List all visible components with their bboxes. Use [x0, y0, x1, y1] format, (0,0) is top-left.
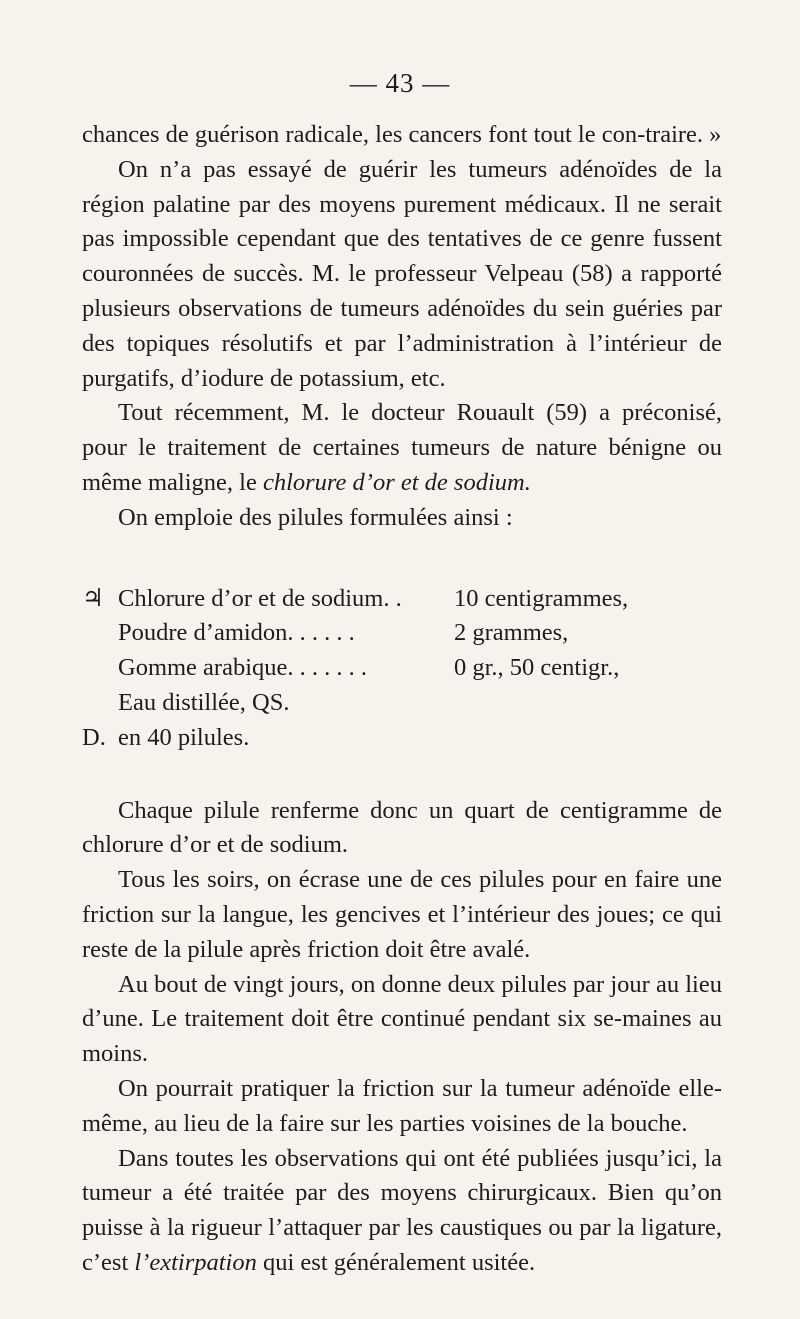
- text-run: qui est généralement usitée.: [256, 1248, 536, 1276]
- text-run: Tout récemment, M. le docteur Rouault (59) a préconisé, pour le traitement de certaines tumeurs de nature bénigne ou même maligne, le: [82, 399, 722, 496]
- ingredient-quantity: 0 gr., 50 centigr.,: [454, 654, 620, 682]
- page-body: [82, 118, 722, 1281]
- formula-row: [82, 616, 722, 651]
- ingredient-quantity: 10 centigrammes,: [454, 584, 629, 612]
- formula-symbol: D.: [82, 723, 106, 751]
- ingredient-name: Eau distillée, QS.: [118, 688, 290, 716]
- ingredient-quantity: 2 grammes,: [454, 619, 569, 647]
- paragraph: [82, 863, 722, 967]
- text-run: On pourrait pratiquer la friction sur la tumeur adénoïde elle-même, au lieu de la faire sur les parties voisines de la bouche.: [82, 1074, 722, 1137]
- paragraph: [82, 118, 722, 153]
- text-run: Tous les soirs, on écrase une de ces pilules pour en faire une friction sur la langue, les gencives et l’intérieur des joues; ce qui reste de la pilule après friction doit être avalé.: [82, 866, 722, 963]
- prescription-formula: [82, 582, 722, 756]
- text-block-top: [82, 118, 722, 536]
- formula-symbol: [82, 616, 118, 651]
- paragraph: [82, 501, 722, 536]
- formula-symbol: [82, 686, 118, 721]
- text-run: On emploie des pilules formulées ainsi :: [118, 503, 513, 531]
- text-run: chances de guérison radicale, les cancers font tout le con-traire. »: [82, 121, 722, 148]
- italic-text: l’extirpation: [134, 1248, 257, 1276]
- paragraph: [82, 968, 722, 1072]
- page-number: — 43 —: [349, 68, 451, 98]
- ingredient-name: Poudre d’amidon. . . . . .: [118, 619, 355, 647]
- paragraph: [82, 396, 722, 500]
- text-block-bottom: [82, 794, 722, 1281]
- text-run: Dans toutes les observations qui ont été publiées jusqu’ici, la tumeur a été traitée par des moyens chirurgicaux. Bien qu’on puisse à la rigueur l’attaquer par les caustiques ou par la ligature, c’est: [82, 1144, 722, 1276]
- formula-row: [82, 686, 722, 721]
- paragraph: [82, 1072, 722, 1142]
- formula-row: [82, 582, 722, 617]
- ingredient-name: en 40 pilules.: [118, 723, 250, 751]
- formula-symbol: ♃: [82, 584, 104, 612]
- text-run: On n’a pas essayé de guérir les tumeurs adénoïdes de la région palatine par des moyens purement médicaux. Il ne serait pas impossible cependant que des tentatives de ce genre fussent couronnées de succès. M. le professeur Velpeau (58) a rapporté plusieurs observations de tumeurs adénoïdes du sein guéries par des topiques résolutifs et par l’administration à l’intérieur de purgatifs, d’iodure de potassium, etc.: [82, 155, 722, 392]
- formula-row: [82, 721, 722, 756]
- formula-symbol: [82, 651, 118, 686]
- ingredient-name: Chlorure d’or et de sodium. .: [118, 584, 402, 612]
- text-run: Au bout de vingt jours, on donne deux pilules par jour au lieu d’une. Le traitement doit être continué pendant six se-maines au moins.: [82, 970, 722, 1068]
- ingredient-name: Gomme arabique. . . . . . .: [118, 654, 368, 682]
- paragraph: [82, 153, 722, 397]
- paragraph: [82, 1142, 722, 1281]
- formula-row: [82, 651, 722, 686]
- text-run: Chaque pilule renferme donc un quart de centigramme de chlorure d’or et de sodium.: [82, 796, 722, 859]
- italic-text: chlorure d’or et de sodium.: [262, 468, 531, 496]
- paragraph: [82, 794, 722, 864]
